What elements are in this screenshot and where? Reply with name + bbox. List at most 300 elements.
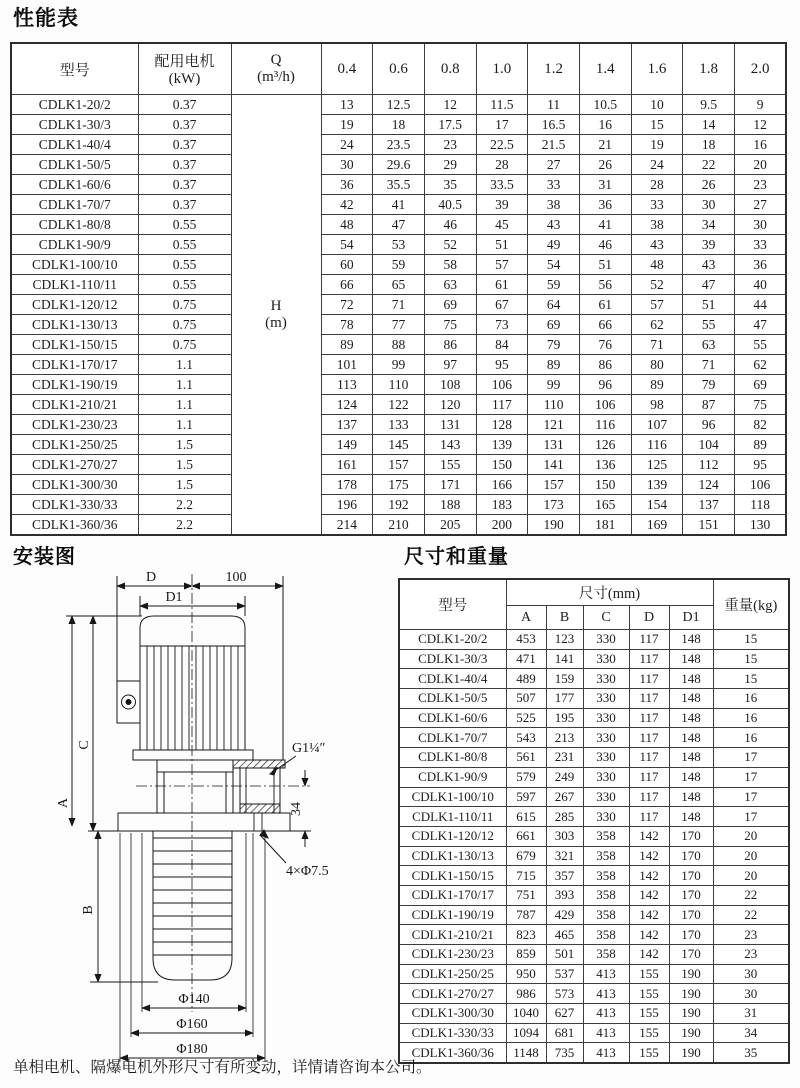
motor-kw-cell: 1.1 (138, 415, 231, 435)
head-value-cell: 141 (528, 455, 580, 475)
head-value-cell: 24 (321, 135, 373, 155)
head-value-cell: 214 (321, 515, 373, 536)
dimension-value-cell: 190 (669, 984, 713, 1004)
dimensions-row (399, 905, 789, 925)
model-cell: CDLK1-270/27 (399, 984, 506, 1004)
dimension-value-cell: 429 (546, 905, 583, 925)
model-cell: CDLK1-40/4 (11, 135, 138, 155)
dimension-value-cell: 1040 (506, 1004, 546, 1024)
model-cell: CDLK1-130/13 (11, 315, 138, 335)
head-value-cell: 155 (424, 455, 476, 475)
col-header-flow: 1.4 (579, 43, 631, 95)
head-value-cell: 30 (735, 215, 787, 235)
model-cell: CDLK1-170/17 (399, 885, 506, 905)
model-cell: CDLK1-110/11 (11, 275, 138, 295)
weight-cell: 23 (713, 945, 789, 965)
head-value-cell: 154 (631, 495, 683, 515)
head-value-cell: 29 (424, 155, 476, 175)
performance-row (11, 175, 786, 195)
weight-cell: 22 (713, 905, 789, 925)
performance-row (11, 375, 786, 395)
dimension-value-cell: 413 (583, 964, 629, 984)
head-value-cell: 24 (631, 155, 683, 175)
dimensions-row (399, 964, 789, 984)
head-value-cell: 137 (683, 495, 735, 515)
head-value-cell: 192 (373, 495, 425, 515)
motor-kw-cell: 0.37 (138, 95, 231, 115)
model-cell: CDLK1-70/7 (11, 195, 138, 215)
dimension-value-cell: 393 (546, 885, 583, 905)
head-value-cell: 19 (321, 115, 373, 135)
head-value-cell: 89 (528, 355, 580, 375)
head-value-cell: 112 (683, 455, 735, 475)
head-value-cell: 99 (373, 355, 425, 375)
head-value-cell: 101 (321, 355, 373, 375)
head-value-cell: 47 (683, 275, 735, 295)
dimension-value-cell: 148 (669, 630, 713, 650)
dimension-value-cell: 117 (629, 748, 669, 768)
head-value-cell: 169 (631, 515, 683, 536)
head-value-cell: 43 (528, 215, 580, 235)
dimension-value-cell: 177 (546, 689, 583, 709)
dim-label-b: B (81, 905, 96, 915)
motor-kw-cell: 2.2 (138, 515, 231, 536)
head-value-cell: 17.5 (424, 115, 476, 135)
dimension-value-cell: 1148 (506, 1043, 546, 1063)
dimension-value-cell: 148 (669, 807, 713, 827)
head-value-cell: 75 (735, 395, 787, 415)
motor-kw-cell: 1.1 (138, 355, 231, 375)
dimensions-row (399, 925, 789, 945)
head-value-cell: 149 (321, 435, 373, 455)
performance-row (11, 355, 786, 375)
head-value-cell: 150 (476, 455, 528, 475)
performance-row (11, 155, 786, 175)
dimension-value-cell: 155 (629, 984, 669, 1004)
dimension-value-cell: 507 (506, 689, 546, 709)
dimension-value-cell: 155 (629, 1004, 669, 1024)
dimension-value-cell: 413 (583, 1023, 629, 1043)
head-value-cell: 42 (321, 195, 373, 215)
head-value-cell: 56 (579, 275, 631, 295)
head-value-cell: 72 (321, 295, 373, 315)
head-value-cell: 95 (735, 455, 787, 475)
col-header-flow: 1.6 (631, 43, 683, 95)
head-value-cell: 36 (321, 175, 373, 195)
head-value-cell: 54 (321, 235, 373, 255)
model-cell: CDLK1-210/21 (11, 395, 138, 415)
weight-cell: 30 (713, 964, 789, 984)
model-cell: CDLK1-150/15 (399, 866, 506, 886)
motor-kw-cell: 1.1 (138, 395, 231, 415)
performance-row (11, 215, 786, 235)
head-value-cell: 157 (373, 455, 425, 475)
head-value-cell: 137 (321, 415, 373, 435)
head-value-cell: 58 (424, 255, 476, 275)
dimensions-row (399, 945, 789, 965)
dim-label-dia160: Φ160 (176, 1017, 208, 1032)
head-value-cell: 29.6 (373, 155, 425, 175)
dimension-value-cell: 148 (669, 748, 713, 768)
model-cell: CDLK1-360/36 (11, 515, 138, 536)
model-cell: CDLK1-90/9 (11, 235, 138, 255)
head-value-cell: 55 (735, 335, 787, 355)
performance-row (11, 135, 786, 155)
head-value-cell: 22 (683, 155, 735, 175)
head-value-cell: 80 (631, 355, 683, 375)
head-value-cell: 38 (631, 215, 683, 235)
head-value-cell: 106 (476, 375, 528, 395)
motor-kw-cell: 1.1 (138, 375, 231, 395)
dimension-value-cell: 679 (506, 846, 546, 866)
weight-cell: 15 (713, 669, 789, 689)
weight-cell: 17 (713, 767, 789, 787)
performance-row (11, 295, 786, 315)
dimension-value-cell: 543 (506, 728, 546, 748)
dim-label-a: A (56, 797, 71, 809)
head-value-cell: 120 (424, 395, 476, 415)
dimension-value-cell: 142 (629, 846, 669, 866)
head-value-cell: 82 (735, 415, 787, 435)
dimension-value-cell: 330 (583, 630, 629, 650)
dimension-value-cell: 787 (506, 905, 546, 925)
head-value-cell: 99 (528, 375, 580, 395)
head-value-cell: 124 (683, 475, 735, 495)
head-value-cell: 79 (683, 375, 735, 395)
performance-row (11, 475, 786, 495)
head-value-cell: 106 (579, 395, 631, 415)
dim-label-34: 34 (289, 802, 304, 816)
dimensions-row (399, 708, 789, 728)
dimension-value-cell: 170 (669, 905, 713, 925)
head-value-cell: 178 (321, 475, 373, 495)
head-value-cell: 95 (476, 355, 528, 375)
model-cell: CDLK1-190/19 (11, 375, 138, 395)
head-value-cell: 125 (631, 455, 683, 475)
motor-kw-cell: 0.55 (138, 275, 231, 295)
dimension-value-cell: 195 (546, 708, 583, 728)
col-header-flow: 0.4 (321, 43, 373, 95)
head-value-cell: 36 (579, 195, 631, 215)
head-value-cell: 126 (579, 435, 631, 455)
head-value-cell: 181 (579, 515, 631, 536)
head-value-cell: 39 (683, 235, 735, 255)
dimension-value-cell: 358 (583, 885, 629, 905)
weight-cell: 20 (713, 826, 789, 846)
head-value-cell: 17 (476, 115, 528, 135)
dimension-value-cell: 471 (506, 649, 546, 669)
model-cell: CDLK1-100/10 (399, 787, 506, 807)
head-value-cell: 47 (735, 315, 787, 335)
model-cell: CDLK1-250/25 (399, 964, 506, 984)
col-header-flow: 1.0 (476, 43, 528, 95)
head-value-cell: 84 (476, 335, 528, 355)
col-header-weight: 重量(kg) (713, 579, 789, 630)
weight-cell: 15 (713, 630, 789, 650)
head-value-cell: 66 (321, 275, 373, 295)
dimension-value-cell: 501 (546, 945, 583, 965)
motor-kw-cell: 0.37 (138, 135, 231, 155)
dimension-value-cell: 986 (506, 984, 546, 1004)
head-value-cell: 18 (683, 135, 735, 155)
dimensions-row (399, 1004, 789, 1024)
motor-fins (147, 646, 238, 750)
dimension-value-cell: 190 (669, 1043, 713, 1063)
head-value-cell: 121 (528, 415, 580, 435)
dimension-value-cell: 213 (546, 728, 583, 748)
outlet-port-thread (233, 760, 285, 768)
head-value-cell: 61 (476, 275, 528, 295)
installation-diagram (8, 560, 398, 1085)
model-cell: CDLK1-360/36 (399, 1043, 506, 1063)
weight-cell: 17 (713, 807, 789, 827)
model-cell: CDLK1-50/5 (11, 155, 138, 175)
col-header-flow: 0.6 (373, 43, 425, 95)
base-flange (118, 813, 290, 831)
head-value-cell: 65 (373, 275, 425, 295)
dimension-value-cell: 142 (629, 866, 669, 886)
head-value-cell: 35 (424, 175, 476, 195)
head-value-cell: 10 (631, 95, 683, 115)
model-cell: CDLK1-300/30 (11, 475, 138, 495)
dimension-value-cell: 330 (583, 807, 629, 827)
head-value-cell: 21.5 (528, 135, 580, 155)
head-value-cell: 59 (528, 275, 580, 295)
head-value-cell: 89 (735, 435, 787, 455)
head-value-cell: 89 (321, 335, 373, 355)
head-value-cell: 30 (321, 155, 373, 175)
model-cell: CDLK1-250/25 (11, 435, 138, 455)
model-cell: CDLK1-270/27 (11, 455, 138, 475)
head-value-cell: 210 (373, 515, 425, 536)
dimension-value-cell: 267 (546, 787, 583, 807)
motor-kw-cell: 1.5 (138, 435, 231, 455)
head-value-cell: 20 (735, 155, 787, 175)
dimension-value-cell: 170 (669, 866, 713, 886)
weight-cell: 31 (713, 1004, 789, 1024)
dimension-value-cell: 330 (583, 689, 629, 709)
dimension-value-cell: 859 (506, 945, 546, 965)
head-value-cell: 133 (373, 415, 425, 435)
model-cell: CDLK1-50/5 (399, 689, 506, 709)
weight-cell: 30 (713, 984, 789, 1004)
motor-kw-cell: 0.37 (138, 195, 231, 215)
dimension-value-cell: 117 (629, 669, 669, 689)
col-header-motor: 配用电机 (kW) (138, 43, 231, 95)
performance-table-body (11, 95, 786, 536)
head-value-cell: 165 (579, 495, 631, 515)
model-cell: CDLK1-190/19 (399, 905, 506, 925)
col-header-dim: D (629, 606, 669, 630)
dim-label-d1: D1 (165, 590, 183, 605)
dimension-value-cell: 330 (583, 669, 629, 689)
performance-row (11, 395, 786, 415)
dimensions-row (399, 748, 789, 768)
head-value-cell: 53 (373, 235, 425, 255)
dimension-value-cell: 330 (583, 787, 629, 807)
dimension-value-cell: 117 (629, 728, 669, 748)
head-value-cell: 55 (683, 315, 735, 335)
model-cell: CDLK1-80/8 (11, 215, 138, 235)
performance-row (11, 255, 786, 275)
dimension-value-cell: 321 (546, 846, 583, 866)
dimension-value-cell: 159 (546, 669, 583, 689)
head-value-cell: 63 (424, 275, 476, 295)
dimensions-row (399, 984, 789, 1004)
dim-label-c: C (77, 740, 92, 750)
head-value-cell: 33 (528, 175, 580, 195)
dimension-value-cell: 358 (583, 866, 629, 886)
head-value-cell: 10.5 (579, 95, 631, 115)
head-value-cell: 44 (735, 295, 787, 315)
col-header-dim: A (506, 606, 546, 630)
model-cell: CDLK1-330/33 (11, 495, 138, 515)
model-cell: CDLK1-80/8 (399, 748, 506, 768)
head-value-cell: 40 (735, 275, 787, 295)
motor-kw-cell: 0.75 (138, 315, 231, 335)
model-cell: CDLK1-60/6 (399, 708, 506, 728)
page-title-performance: 性能表 (13, 7, 79, 30)
head-value-cell: 9 (735, 95, 787, 115)
head-value-cell: 48 (321, 215, 373, 235)
dimension-value-cell: 190 (669, 1004, 713, 1024)
head-value-cell: 28 (476, 155, 528, 175)
head-value-cell: 52 (631, 275, 683, 295)
model-cell: CDLK1-100/10 (11, 255, 138, 275)
dimension-value-cell: 231 (546, 748, 583, 768)
head-value-cell: 41 (579, 215, 631, 235)
head-value-cell: 67 (476, 295, 528, 315)
performance-row (11, 435, 786, 455)
head-value-cell: 49 (528, 235, 580, 255)
dimension-value-cell: 489 (506, 669, 546, 689)
model-cell: CDLK1-330/33 (399, 1023, 506, 1043)
head-value-cell: 59 (373, 255, 425, 275)
dimensions-table (398, 578, 790, 1064)
weight-cell: 16 (713, 708, 789, 728)
dimension-value-cell: 190 (669, 964, 713, 984)
dimension-value-cell: 155 (629, 1023, 669, 1043)
dimension-value-cell: 950 (506, 964, 546, 984)
weight-cell: 22 (713, 885, 789, 905)
col-header-flow: 0.8 (424, 43, 476, 95)
head-value-cell: 63 (683, 335, 735, 355)
dimension-value-cell: 117 (629, 708, 669, 728)
dimension-value-cell: 823 (506, 925, 546, 945)
dimension-value-cell: 148 (669, 728, 713, 748)
head-value-cell: 43 (683, 255, 735, 275)
dimension-value-cell: 1094 (506, 1023, 546, 1043)
col-header-flow: 2.0 (735, 43, 787, 95)
weight-cell: 20 (713, 846, 789, 866)
dimensions-row (399, 669, 789, 689)
head-value-cell: 12 (424, 95, 476, 115)
dimension-value-cell: 358 (583, 826, 629, 846)
weight-cell: 23 (713, 925, 789, 945)
performance-table (10, 42, 787, 536)
dim-label-dia180: Φ180 (176, 1042, 208, 1057)
head-value-cell: 104 (683, 435, 735, 455)
dimension-value-cell: 117 (629, 787, 669, 807)
head-value-cell: 39 (476, 195, 528, 215)
col-header-size: 尺寸(mm) (506, 579, 713, 606)
dimension-value-cell: 117 (629, 630, 669, 650)
head-value-cell: 183 (476, 495, 528, 515)
dimension-value-cell: 170 (669, 925, 713, 945)
model-cell: CDLK1-120/12 (11, 295, 138, 315)
dimension-value-cell: 117 (629, 807, 669, 827)
head-value-cell: 36 (735, 255, 787, 275)
head-value-cell: 131 (528, 435, 580, 455)
model-cell: CDLK1-130/13 (399, 846, 506, 866)
head-value-cell: 166 (476, 475, 528, 495)
model-cell: CDLK1-230/23 (11, 415, 138, 435)
head-value-cell: 196 (321, 495, 373, 515)
head-value-cell: 64 (528, 295, 580, 315)
head-value-cell: 48 (631, 255, 683, 275)
motor-kw-cell: 0.55 (138, 215, 231, 235)
weight-cell: 17 (713, 748, 789, 768)
performance-row (11, 455, 786, 475)
head-value-cell: 136 (579, 455, 631, 475)
performance-header-row (11, 43, 786, 95)
dimension-value-cell: 413 (583, 1004, 629, 1024)
dimension-value-cell: 453 (506, 630, 546, 650)
head-value-cell: 78 (321, 315, 373, 335)
head-value-cell: 62 (631, 315, 683, 335)
dimension-value-cell: 170 (669, 846, 713, 866)
head-value-cell: 171 (424, 475, 476, 495)
head-value-cell: 97 (424, 355, 476, 375)
motor-kw-cell: 0.55 (138, 255, 231, 275)
head-value-cell: 33 (631, 195, 683, 215)
dimension-value-cell: 170 (669, 826, 713, 846)
head-value-cell: 45 (476, 215, 528, 235)
head-value-cell: 47 (373, 215, 425, 235)
model-cell: CDLK1-40/4 (399, 669, 506, 689)
head-value-cell: 35.5 (373, 175, 425, 195)
head-value-cell: 116 (579, 415, 631, 435)
head-value-cell: 145 (373, 435, 425, 455)
model-cell: CDLK1-300/30 (399, 1004, 506, 1024)
dimension-value-cell: 330 (583, 748, 629, 768)
dimensions-row (399, 728, 789, 748)
head-value-cell: 69 (528, 315, 580, 335)
head-value-cell: 157 (528, 475, 580, 495)
motor-kw-cell: 0.37 (138, 115, 231, 135)
model-cell: CDLK1-120/12 (399, 826, 506, 846)
dimensions-row (399, 807, 789, 827)
head-value-cell: 34 (683, 215, 735, 235)
head-value-cell: 15 (631, 115, 683, 135)
head-value-cell: 26 (683, 175, 735, 195)
dimension-value-cell: 413 (583, 984, 629, 1004)
col-header-dim: D1 (669, 606, 713, 630)
head-value-cell: 31 (579, 175, 631, 195)
performance-row (11, 415, 786, 435)
head-value-cell: 27 (528, 155, 580, 175)
section-title-dimensions: 尺寸和重量 (404, 546, 509, 568)
head-value-cell: 124 (321, 395, 373, 415)
head-value-cell: 88 (373, 335, 425, 355)
weight-cell: 20 (713, 866, 789, 886)
dimension-value-cell: 123 (546, 630, 583, 650)
head-value-cell: 116 (631, 435, 683, 455)
head-value-cell: 51 (476, 235, 528, 255)
head-value-cell: 87 (683, 395, 735, 415)
weight-cell: 16 (713, 728, 789, 748)
col-header-model: 型号 (399, 579, 506, 630)
